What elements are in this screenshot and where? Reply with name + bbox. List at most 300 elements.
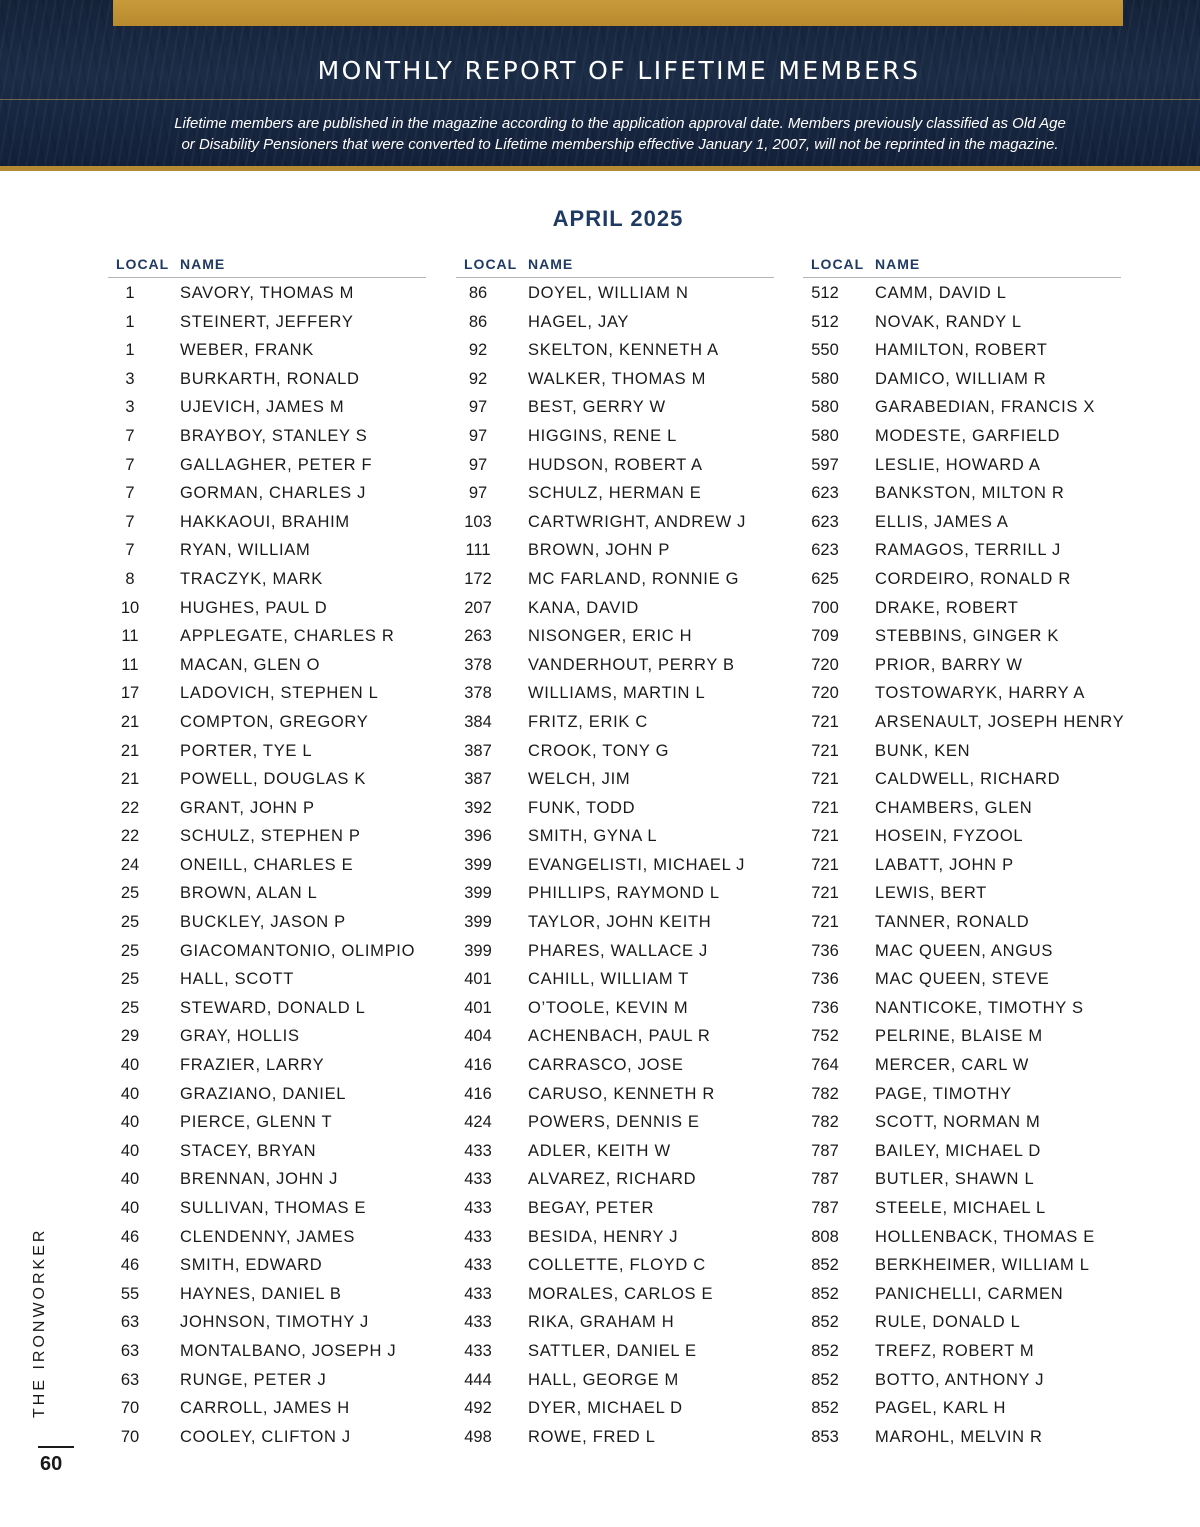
local-number: 21 xyxy=(120,712,140,731)
member-row xyxy=(803,507,1121,536)
member-name: BAILEY, MICHAEL D xyxy=(875,1141,1041,1160)
local-number: 7 xyxy=(125,455,135,474)
member-row xyxy=(803,335,1121,364)
local-number: 86 xyxy=(468,312,488,331)
member-name: CARRASCO, JOSE xyxy=(528,1056,684,1075)
local-number: 625 xyxy=(811,569,839,588)
local-number: 721 xyxy=(811,770,839,789)
member-row xyxy=(108,850,426,879)
local-number: 433 xyxy=(464,1313,492,1332)
local-number: 852 xyxy=(811,1284,839,1303)
local-number: 7 xyxy=(125,541,135,560)
local-number: 55 xyxy=(120,1284,140,1303)
member-row xyxy=(803,964,1121,993)
member-name: ARSENAULT, JOSEPH HENRY xyxy=(875,712,1125,731)
local-number: 721 xyxy=(811,855,839,874)
member-list xyxy=(108,278,426,1450)
local-number: 433 xyxy=(464,1341,492,1360)
member-row xyxy=(803,1050,1121,1079)
header-banner xyxy=(0,0,1200,168)
member-name: DAMICO, WILLIAM R xyxy=(875,369,1047,388)
member-name: BUCKLEY, JASON P xyxy=(180,913,346,932)
member-row xyxy=(803,1279,1121,1308)
member-row xyxy=(456,1136,774,1165)
member-name: PAGE, TIMOTHY xyxy=(875,1084,1012,1103)
local-number: 787 xyxy=(811,1170,839,1189)
local-number: 512 xyxy=(811,312,839,331)
member-row xyxy=(803,307,1121,336)
member-row xyxy=(456,535,774,564)
member-name: ACHENBACH, PAUL R xyxy=(528,1027,711,1046)
member-row xyxy=(456,621,774,650)
member-name: TOSTOWARYK, HARRY A xyxy=(875,684,1086,703)
member-name: PORTER, TYE L xyxy=(180,741,313,760)
local-number: 401 xyxy=(464,970,492,989)
member-row xyxy=(108,993,426,1022)
member-row xyxy=(108,878,426,907)
member-name: HAYNES, DANIEL B xyxy=(180,1284,342,1303)
member-row xyxy=(108,1422,426,1451)
member-row xyxy=(108,535,426,564)
local-number: 580 xyxy=(811,369,839,388)
member-name: CAMM, DAVID L xyxy=(875,284,1007,302)
member-row xyxy=(803,1250,1121,1279)
local-number: 10 xyxy=(120,598,140,617)
local-number: 787 xyxy=(811,1141,839,1160)
member-name: PIERCE, GLENN T xyxy=(180,1113,333,1132)
local-number: 21 xyxy=(120,770,140,789)
local-number: 86 xyxy=(468,284,488,302)
member-row xyxy=(803,421,1121,450)
member-row xyxy=(456,793,774,822)
local-number: 40 xyxy=(120,1141,140,1160)
member-row xyxy=(803,650,1121,679)
member-row xyxy=(456,1079,774,1108)
member-row xyxy=(456,993,774,1022)
local-number: 25 xyxy=(120,884,140,903)
gold-rule xyxy=(0,166,1200,171)
intro-line-2: or Disability Pensioners that were converted to Lifetime membership effective January 1, 2007, will not be reprinted in the magazine. xyxy=(181,136,1059,153)
local-number: 401 xyxy=(464,998,492,1017)
member-name: CROOK, TONY G xyxy=(528,741,670,760)
local-number: 700 xyxy=(811,598,839,617)
member-name: MODESTE, GARFIELD xyxy=(875,426,1061,445)
member-name: HAKKAOUI, BRAHIM xyxy=(180,512,350,531)
member-name: PRIOR, BARRY W xyxy=(875,655,1023,674)
local-number: 17 xyxy=(120,684,140,703)
member-name: BOTTO, ANTHONY J xyxy=(875,1370,1045,1389)
member-name: BEGAY, PETER xyxy=(528,1199,655,1217)
local-number: 736 xyxy=(811,941,839,960)
member-row xyxy=(108,392,426,421)
member-row xyxy=(456,1222,774,1251)
member-name: HUDSON, ROBERT A xyxy=(528,455,703,474)
member-name: VANDERHOUT, PERRY B xyxy=(528,655,735,674)
member-name: WELCH, JIM xyxy=(528,770,631,789)
member-name: PELRINE, BLAISE M xyxy=(875,1027,1043,1046)
local-number: 416 xyxy=(464,1084,492,1103)
local-number: 387 xyxy=(464,741,492,760)
member-name: RULE, DONALD L xyxy=(875,1313,1021,1332)
local-number: 384 xyxy=(464,712,492,731)
local-number: 399 xyxy=(464,941,492,960)
member-row xyxy=(803,736,1121,765)
column-header xyxy=(108,255,426,278)
local-number: 721 xyxy=(811,712,839,731)
local-number: 263 xyxy=(464,627,492,646)
local-number: 8 xyxy=(125,569,135,588)
member-row xyxy=(108,1307,426,1336)
member-name: BUTLER, SHAWN L xyxy=(875,1170,1035,1189)
member-row xyxy=(803,936,1121,965)
local-number: 172 xyxy=(464,569,492,588)
local-number: 550 xyxy=(811,341,839,360)
member-name: GRAZIANO, DANIEL xyxy=(180,1084,347,1103)
local-number: 92 xyxy=(468,341,488,360)
local-number: 46 xyxy=(120,1256,140,1275)
member-row xyxy=(803,993,1121,1022)
local-number: 852 xyxy=(811,1341,839,1360)
member-row xyxy=(456,850,774,879)
member-row xyxy=(456,364,774,393)
local-number: 3 xyxy=(125,369,135,388)
local-number: 97 xyxy=(468,484,488,503)
member-row xyxy=(803,793,1121,822)
local-number: 387 xyxy=(464,770,492,789)
local-number: 40 xyxy=(120,1084,140,1103)
member-name: PANICHELLI, CARMEN xyxy=(875,1284,1064,1303)
local-number: 378 xyxy=(464,684,492,703)
gold-top-bar xyxy=(113,0,1123,26)
publication-name xyxy=(31,1227,81,1420)
local-number: 63 xyxy=(120,1370,140,1389)
local-number: 424 xyxy=(464,1113,492,1132)
local-number: 721 xyxy=(811,884,839,903)
member-row xyxy=(108,478,426,507)
local-number: 11 xyxy=(121,627,139,646)
local-number: 25 xyxy=(120,998,140,1017)
member-row xyxy=(108,278,426,307)
member-row xyxy=(803,1307,1121,1336)
local-number: 63 xyxy=(120,1341,140,1360)
local-number: 7 xyxy=(125,484,135,503)
member-row xyxy=(803,850,1121,879)
member-row xyxy=(108,1336,426,1365)
local-number: 7 xyxy=(125,426,135,445)
member-row xyxy=(803,564,1121,593)
member-name: SKELTON, KENNETH A xyxy=(528,341,719,360)
local-number: 580 xyxy=(811,426,839,445)
member-row xyxy=(803,878,1121,907)
member-name: TREFZ, ROBERT M xyxy=(875,1341,1035,1360)
member-row xyxy=(108,1193,426,1222)
member-name: CARROLL, JAMES H xyxy=(180,1399,350,1418)
local-number: 25 xyxy=(120,941,140,960)
name-header: NAME xyxy=(875,256,921,272)
member-name: TANNER, RONALD xyxy=(875,913,1030,932)
member-name: LABATT, JOHN P xyxy=(875,855,1014,874)
member-name: COMPTON, GREGORY xyxy=(180,712,369,731)
member-row xyxy=(456,1050,774,1079)
local-number: 1 xyxy=(125,341,135,360)
member-row xyxy=(803,478,1121,507)
member-row xyxy=(108,1250,426,1279)
member-row xyxy=(456,1422,774,1451)
member-row xyxy=(456,1250,774,1279)
member-name: HALL, SCOTT xyxy=(180,970,295,989)
member-name: BROWN, ALAN L xyxy=(180,884,318,903)
page-title: MONTHLY REPORT OF LIFETIME MEMBERS xyxy=(317,56,921,85)
local-number: 852 xyxy=(811,1313,839,1332)
member-name: HUGHES, PAUL D xyxy=(180,598,328,617)
member-row xyxy=(803,1422,1121,1451)
member-name: HOLLENBACK, THOMAS E xyxy=(875,1227,1096,1246)
member-row xyxy=(108,507,426,536)
member-name: BANKSTON, MILTON R xyxy=(875,484,1065,503)
member-name: BERKHEIMER, WILLIAM L xyxy=(875,1256,1090,1275)
local-number: 498 xyxy=(464,1427,492,1446)
local-number: 40 xyxy=(120,1199,140,1217)
member-name: STEBBINS, GINGER K xyxy=(875,627,1060,646)
member-row xyxy=(108,1393,426,1422)
local-number: 97 xyxy=(468,426,488,445)
member-name: GRANT, JOHN P xyxy=(180,798,315,817)
member-name: PAGEL, KARL H xyxy=(875,1399,1007,1418)
member-name: LEWIS, BERT xyxy=(875,884,987,903)
member-row xyxy=(108,364,426,393)
member-row xyxy=(108,1079,426,1108)
member-row xyxy=(456,936,774,965)
local-number: 492 xyxy=(464,1399,492,1418)
member-row xyxy=(456,964,774,993)
member-name: MACAN, GLEN O xyxy=(180,655,321,674)
local-number: 399 xyxy=(464,855,492,874)
member-row xyxy=(108,621,426,650)
local-number: 580 xyxy=(811,398,839,417)
member-name: HIGGINS, RENE L xyxy=(528,426,677,445)
local-number: 852 xyxy=(811,1256,839,1275)
member-column-3 xyxy=(803,255,1125,1450)
local-number: 752 xyxy=(811,1027,839,1046)
member-name: HALL, GEORGE M xyxy=(528,1370,680,1389)
local-number: 720 xyxy=(811,655,839,674)
local-number: 852 xyxy=(811,1399,839,1418)
member-name: DYER, MICHAEL D xyxy=(528,1399,683,1418)
member-name: BESIDA, HENRY J xyxy=(528,1227,679,1246)
member-row xyxy=(456,821,774,850)
member-name: DOYEL, WILLIAM N xyxy=(528,284,689,302)
local-number: 433 xyxy=(464,1256,492,1275)
member-row xyxy=(456,907,774,936)
member-row xyxy=(803,821,1121,850)
local-number: 512 xyxy=(811,284,839,302)
member-row xyxy=(803,450,1121,479)
local-number: 25 xyxy=(120,970,140,989)
member-row xyxy=(456,1393,774,1422)
local-number: 63 xyxy=(120,1313,140,1332)
member-row xyxy=(108,936,426,965)
member-name: PHILLIPS, RAYMOND L xyxy=(528,884,720,903)
member-name: MC FARLAND, RONNIE G xyxy=(528,569,740,588)
member-row xyxy=(456,1279,774,1308)
member-name: BURKARTH, RONALD xyxy=(180,369,360,388)
local-number: 21 xyxy=(120,741,140,760)
member-name: STEELE, MICHAEL L xyxy=(875,1199,1046,1217)
member-column-1 xyxy=(108,255,426,1450)
local-number: 721 xyxy=(811,827,839,846)
member-name: PHARES, WALLACE J xyxy=(528,941,709,960)
member-list xyxy=(803,278,1125,1450)
member-name: WEBER, FRANK xyxy=(180,341,314,360)
page-number-rule xyxy=(38,1446,74,1448)
member-name: APPLEGATE, CHARLES R xyxy=(180,627,395,646)
member-name: SCHULZ, HERMAN E xyxy=(528,484,702,503)
member-row xyxy=(803,593,1121,622)
member-name: CORDEIRO, RONALD R xyxy=(875,569,1071,588)
member-row xyxy=(108,421,426,450)
member-name: RIKA, GRAHAM H xyxy=(528,1313,675,1332)
member-row xyxy=(108,307,426,336)
member-name: WILLIAMS, MARTIN L xyxy=(528,684,706,703)
member-name: GARABEDIAN, FRANCIS X xyxy=(875,398,1096,417)
member-row xyxy=(108,736,426,765)
member-name: SCHULZ, STEPHEN P xyxy=(180,827,361,846)
member-name: MERCER, CARL W xyxy=(875,1056,1030,1075)
member-row xyxy=(108,678,426,707)
local-number: 92 xyxy=(468,369,488,388)
member-row xyxy=(456,1021,774,1050)
local-number: 40 xyxy=(120,1056,140,1075)
member-name: BRENNAN, JOHN J xyxy=(180,1170,339,1189)
intro-text xyxy=(120,113,1120,155)
member-name: KANA, DAVID xyxy=(528,598,640,617)
member-row xyxy=(803,1136,1121,1165)
member-name: SMITH, GYNA L xyxy=(528,827,658,846)
local-number: 808 xyxy=(811,1227,839,1246)
local-number: 399 xyxy=(464,884,492,903)
local-number: 623 xyxy=(811,484,839,503)
local-number: 597 xyxy=(811,455,839,474)
member-row xyxy=(456,736,774,765)
member-row xyxy=(456,478,774,507)
member-name: COLLETTE, FLOYD C xyxy=(528,1256,706,1275)
local-number: 378 xyxy=(464,655,492,674)
local-number: 392 xyxy=(464,798,492,817)
local-number: 433 xyxy=(464,1284,492,1303)
member-column-2 xyxy=(456,255,774,1450)
local-number: 399 xyxy=(464,913,492,932)
member-name: RAMAGOS, TERRILL J xyxy=(875,541,1061,560)
local-number: 1 xyxy=(125,312,135,331)
member-row xyxy=(803,1336,1121,1365)
member-name: STACEY, BRYAN xyxy=(180,1141,317,1160)
member-row xyxy=(108,335,426,364)
member-row xyxy=(803,1365,1121,1394)
local-number: 764 xyxy=(811,1056,839,1075)
local-number: 40 xyxy=(120,1113,140,1132)
member-name: GORMAN, CHARLES J xyxy=(180,484,367,503)
member-row xyxy=(803,1222,1121,1251)
member-name: SMITH, EDWARD xyxy=(180,1256,323,1275)
member-row xyxy=(108,650,426,679)
local-number: 720 xyxy=(811,684,839,703)
member-row xyxy=(456,392,774,421)
local-number: 721 xyxy=(811,798,839,817)
member-row xyxy=(456,593,774,622)
local-number: 433 xyxy=(464,1141,492,1160)
local-number: 25 xyxy=(120,913,140,932)
member-name: NANTICOKE, TIMOTHY S xyxy=(875,998,1084,1017)
local-number: 416 xyxy=(464,1056,492,1075)
member-row xyxy=(108,1136,426,1165)
member-row xyxy=(456,764,774,793)
local-number: 46 xyxy=(120,1227,140,1246)
member-name: WALKER, THOMAS M xyxy=(528,369,707,388)
member-name: MORALES, CARLOS E xyxy=(528,1284,714,1303)
local-number: 853 xyxy=(811,1427,839,1446)
member-name: TRACZYK, MARK xyxy=(180,569,323,588)
member-row xyxy=(803,907,1121,936)
member-row xyxy=(803,1079,1121,1108)
member-row xyxy=(456,878,774,907)
member-name: BROWN, JOHN P xyxy=(528,541,671,560)
member-name: CHAMBERS, GLEN xyxy=(875,798,1033,817)
local-number: 97 xyxy=(468,398,488,417)
member-name: GALLAGHER, PETER F xyxy=(180,455,373,474)
month-heading: APRIL 2025 xyxy=(552,206,684,231)
member-row xyxy=(456,1307,774,1336)
member-name: SAVORY, THOMAS M xyxy=(180,284,355,302)
name-header: NAME xyxy=(528,256,574,272)
member-row xyxy=(803,535,1121,564)
member-row xyxy=(803,1393,1121,1422)
local-number: 70 xyxy=(120,1399,140,1418)
member-name: COOLEY, CLIFTON J xyxy=(180,1427,351,1446)
member-name: NISONGER, ERIC H xyxy=(528,627,693,646)
member-row xyxy=(456,707,774,736)
member-row xyxy=(108,1050,426,1079)
local-number: 396 xyxy=(464,827,492,846)
member-name: TAYLOR, JOHN KEITH xyxy=(528,913,712,932)
member-name: NOVAK, RANDY L xyxy=(875,312,1022,331)
member-name: ADLER, KEITH W xyxy=(528,1141,671,1160)
member-row xyxy=(108,907,426,936)
member-name: SATTLER, DANIEL E xyxy=(528,1341,697,1360)
local-number: 40 xyxy=(120,1170,140,1189)
member-name: MAC QUEEN, ANGUS xyxy=(875,941,1054,960)
page-number: 60 xyxy=(40,1453,63,1475)
member-row xyxy=(108,1021,426,1050)
member-row xyxy=(803,1193,1121,1222)
member-name: SCOTT, NORMAN M xyxy=(875,1113,1041,1132)
member-row xyxy=(108,1365,426,1394)
member-row xyxy=(108,964,426,993)
member-name: GIACOMANTONIO, OLIMPIO xyxy=(180,941,416,960)
member-name: POWELL, DOUGLAS K xyxy=(180,770,367,789)
local-number: 623 xyxy=(811,512,839,531)
local-number: 207 xyxy=(464,598,492,617)
member-row xyxy=(456,450,774,479)
member-row xyxy=(108,593,426,622)
local-number: 721 xyxy=(811,913,839,932)
member-row xyxy=(456,1365,774,1394)
member-name: ELLIS, JAMES A xyxy=(875,512,1009,531)
member-list xyxy=(456,278,774,1450)
member-row xyxy=(456,507,774,536)
member-row xyxy=(456,678,774,707)
member-row xyxy=(803,678,1121,707)
local-number: 623 xyxy=(811,541,839,560)
